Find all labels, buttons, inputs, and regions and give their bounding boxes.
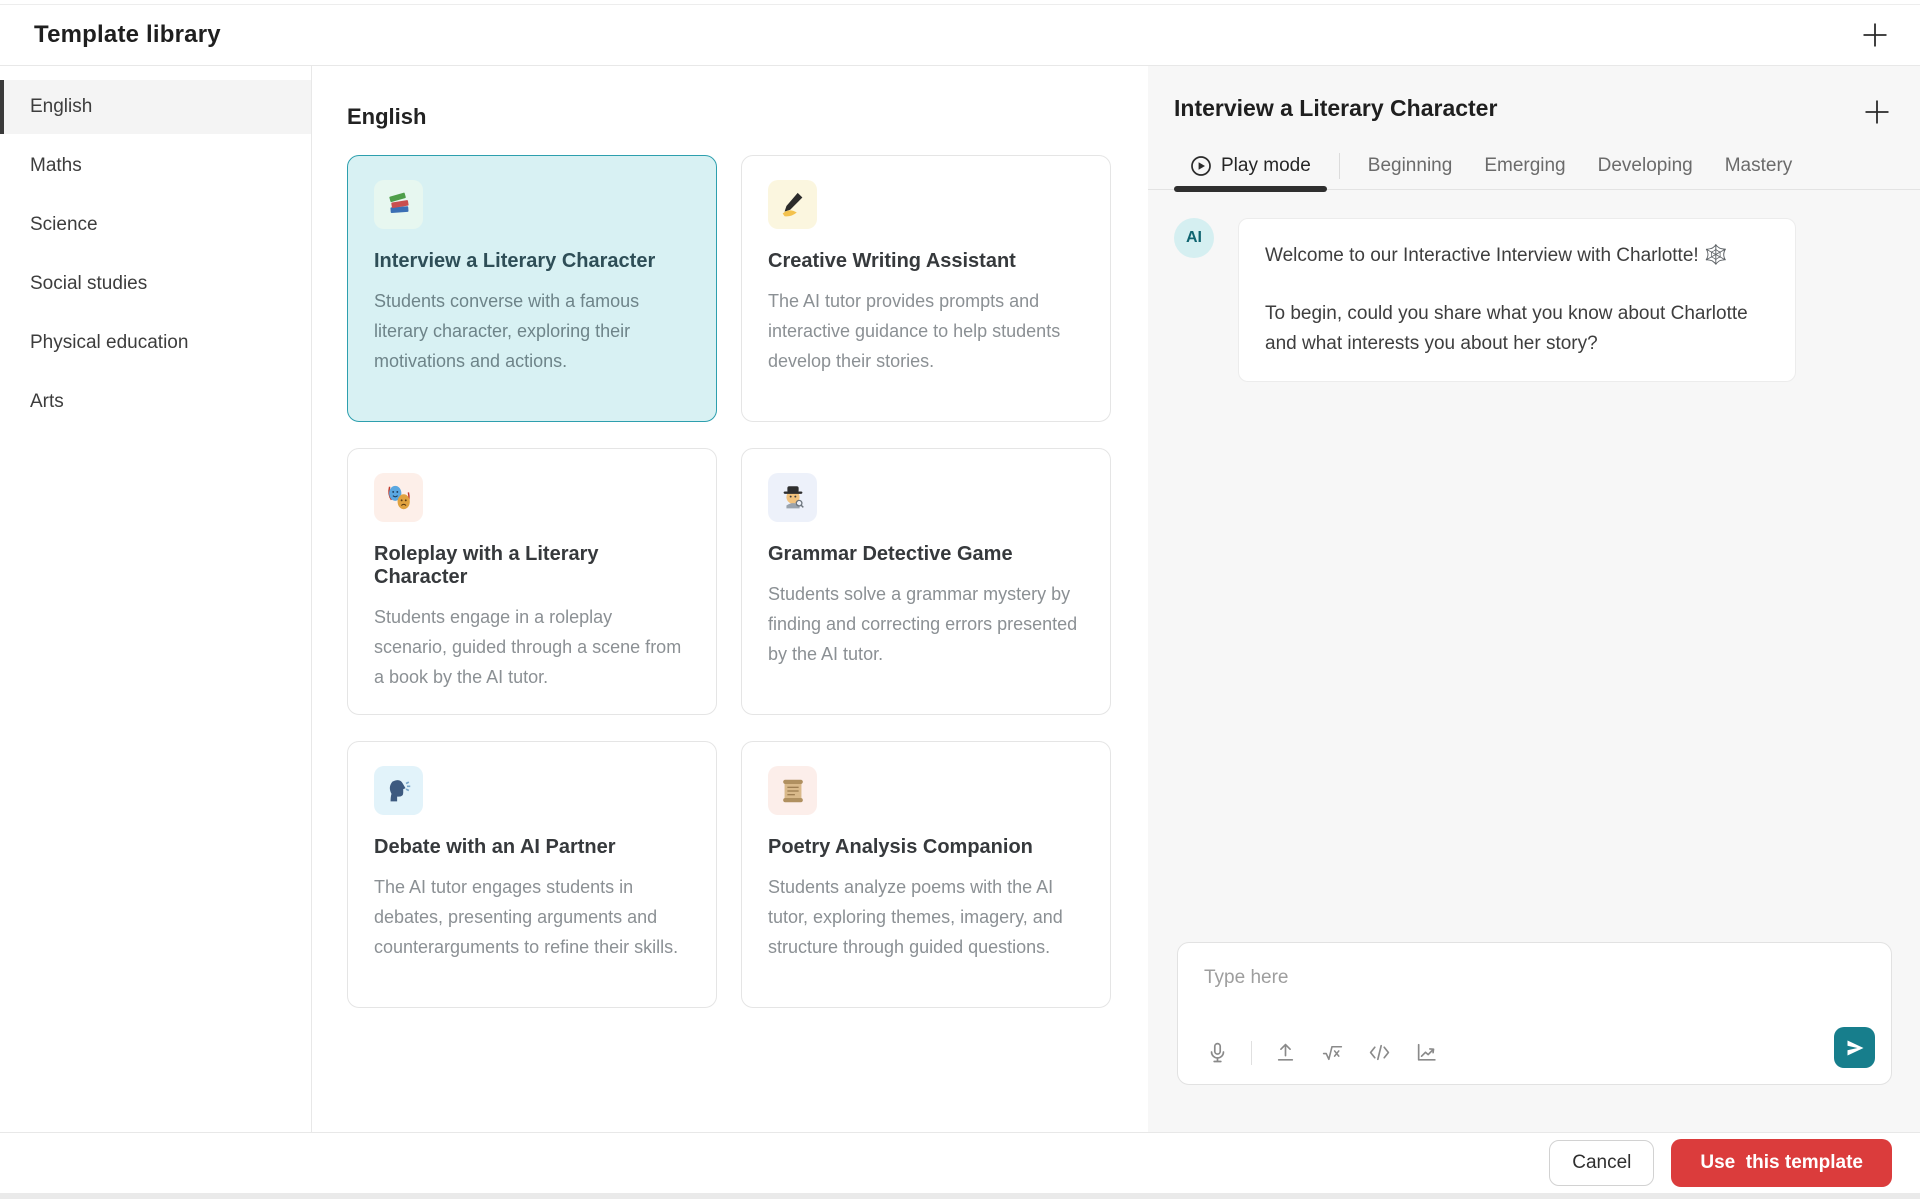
- template-card-interview-literary-character[interactable]: [347, 155, 717, 422]
- preview-title: Interview a Literary Character: [1174, 95, 1498, 121]
- card-description: Students solve a grammar mystery by finding and correcting errors presented by the AI tutor.: [768, 584, 1078, 664]
- theater-masks-icon: [374, 473, 423, 522]
- panel-add-button[interactable]: [1860, 95, 1894, 129]
- template-list: [312, 66, 1148, 1132]
- books-icon: [374, 180, 423, 229]
- code-button[interactable]: [1366, 1039, 1393, 1066]
- upload-button[interactable]: [1272, 1039, 1299, 1066]
- level-tabs: [1148, 143, 1920, 190]
- send-button[interactable]: [1834, 1027, 1875, 1068]
- card-description: Students engage in a roleplay scenario, guided through a scene from a book by the AI tutor.: [374, 607, 682, 687]
- template-card-poetry-analysis-companion[interactable]: [741, 741, 1111, 1008]
- scroll-icon: [768, 766, 817, 815]
- card-title: Roleplay with a Literary Character: [374, 543, 599, 588]
- detective-icon: [768, 473, 817, 522]
- sidebar-item-science[interactable]: [0, 198, 311, 252]
- tab-label: Developing: [1597, 155, 1693, 176]
- template-card-grammar-detective-game[interactable]: [741, 448, 1111, 715]
- card-title: Grammar Detective Game: [768, 543, 1013, 565]
- card-title: Debate with an AI Partner: [374, 836, 616, 858]
- message-input[interactable]: [1178, 943, 1891, 1015]
- template-preview-panel: [1148, 66, 1920, 1132]
- tab-developing[interactable]: [1582, 143, 1709, 189]
- upload-icon: [1274, 1041, 1297, 1064]
- sidebar-item-social-studies[interactable]: [0, 257, 311, 311]
- tab-divider: [1339, 153, 1340, 179]
- sidebar-item-physical-education[interactable]: [0, 316, 311, 370]
- microphone-icon: [1206, 1041, 1229, 1064]
- tab-label: Emerging: [1484, 155, 1566, 176]
- use-template-button[interactable]: Use this template: [1671, 1139, 1892, 1187]
- plus-icon: [1862, 97, 1892, 127]
- card-title: Poetry Analysis Companion: [768, 836, 1033, 858]
- send-icon: [1844, 1037, 1866, 1059]
- card-description: The AI tutor engages students in debates, presenting arguments and counterarguments to refine their skills.: [374, 877, 679, 957]
- equation-button[interactable]: [1319, 1039, 1346, 1066]
- header: [0, 5, 1920, 66]
- ai-message-text: To begin, could you share what you know about Charlotte and what interests you about her story?: [1265, 303, 1748, 354]
- subject-sidebar: [0, 66, 312, 1132]
- sidebar-item-label: English: [30, 96, 93, 117]
- card-description: The AI tutor provides prompts and interactive guidance to help students develop their stories.: [768, 291, 1061, 371]
- tab-play-mode[interactable]: [1174, 143, 1327, 189]
- message-composer: [1177, 942, 1892, 1085]
- tab-label: Mastery: [1724, 155, 1793, 176]
- cancel-button[interactable]: Cancel: [1549, 1140, 1654, 1186]
- card-title: Creative Writing Assistant: [768, 250, 1016, 272]
- chart-line-icon: [1415, 1041, 1438, 1064]
- card-description: Students converse with a famous literary character, exploring their motivations and actions.: [374, 291, 640, 371]
- ai-message-bubble: [1238, 218, 1796, 382]
- template-card-creative-writing-assistant[interactable]: [741, 155, 1111, 422]
- tab-emerging[interactable]: [1468, 143, 1581, 189]
- card-title: Interview a Literary Character: [374, 250, 656, 272]
- sidebar-item-maths[interactable]: [0, 139, 311, 193]
- code-icon: [1368, 1041, 1391, 1064]
- card-description: Students analyze poems with the AI tutor, exploring themes, imagery, and structure through guided questions.: [768, 877, 1063, 957]
- chart-button[interactable]: [1413, 1039, 1440, 1066]
- ai-message-text: Welcome to our Interactive Interview with Charlotte! 🕸️: [1265, 245, 1728, 266]
- tab-label: Beginning: [1367, 155, 1453, 176]
- template-card-debate-with-ai-partner[interactable]: [347, 741, 717, 1008]
- tab-mastery[interactable]: [1709, 143, 1809, 189]
- section-heading: English: [347, 104, 427, 129]
- speaking-head-icon: [374, 766, 423, 815]
- sidebar-item-english[interactable]: [0, 80, 311, 134]
- chat-area: [1148, 190, 1920, 382]
- square-root-icon: [1321, 1041, 1344, 1064]
- add-template-button[interactable]: [1858, 18, 1892, 52]
- template-card-roleplay-literary-character[interactable]: [347, 448, 717, 715]
- footer-action-bar: [0, 1132, 1920, 1193]
- window-bottom-edge: [0, 1193, 1920, 1199]
- play-circle-icon: [1190, 155, 1212, 177]
- microphone-button[interactable]: [1204, 1039, 1231, 1066]
- writing-hand-icon: [768, 180, 817, 229]
- composer-divider: [1251, 1041, 1252, 1065]
- sidebar-item-arts[interactable]: [0, 375, 311, 429]
- plus-icon: [1860, 20, 1890, 50]
- template-grid: [347, 155, 1148, 1008]
- sidebar-item-label: Arts: [30, 391, 64, 412]
- tab-label: Play mode: [1221, 155, 1311, 176]
- tab-beginning[interactable]: [1352, 143, 1469, 189]
- sidebar-item-label: Science: [30, 214, 98, 235]
- page-title: Template library: [34, 21, 221, 48]
- sidebar-item-label: Physical education: [30, 332, 189, 353]
- ai-avatar: AI: [1174, 218, 1214, 258]
- sidebar-item-label: Maths: [30, 155, 82, 176]
- sidebar-item-label: Social studies: [30, 273, 148, 294]
